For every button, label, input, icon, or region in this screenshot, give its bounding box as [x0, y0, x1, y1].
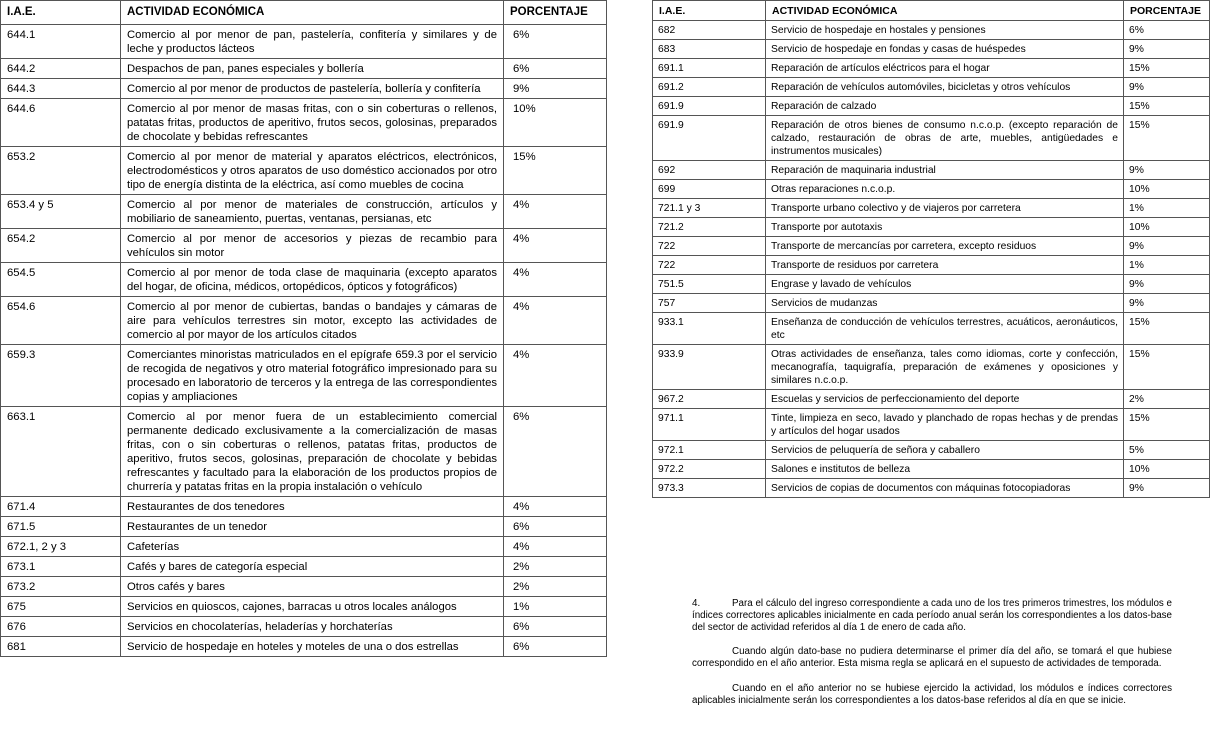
- percent-cell: 9%: [1124, 161, 1210, 180]
- iae-cell: 722: [653, 256, 766, 275]
- table-row: [653, 59, 1210, 78]
- percent-cell: 15%: [1124, 97, 1210, 116]
- iae-cell: 971.1: [653, 409, 766, 441]
- percent-cell: 15%: [1124, 313, 1210, 345]
- iae-cell: 653.2: [1, 147, 121, 195]
- percent-cell: 4%: [504, 229, 607, 263]
- activity-cell: Servicios en chocolaterías, heladerías y horchaterías: [121, 617, 504, 637]
- iae-cell: 673.1: [1, 557, 121, 577]
- table-row: [653, 479, 1210, 498]
- activity-cell: Comercio al por menor fuera de un establecimiento comercial permanente dedicado exclusivamente a la comercialización de masas fritas, con o sin coberturas o rellenos, patatas fritas, productos de aperitivo, frutos secos, golosinas, preparación de chocolate y bebidas refrescantes y facultado para la elaboración de los productos propios de churrería y patatas fritas en la propia instalación o vehículo: [121, 407, 504, 497]
- percent-cell: 4%: [504, 263, 607, 297]
- table-row: [653, 116, 1210, 161]
- percent-cell: 9%: [1124, 78, 1210, 97]
- activity-cell: Comercio al por menor de pan, pastelería, confitería y similares y de leche y productos lácteos: [121, 25, 504, 59]
- table-row: [1, 147, 607, 195]
- table-row: [653, 256, 1210, 275]
- header-activity: ACTIVIDAD ECONÓMICA: [766, 1, 1124, 21]
- note-number: 4.: [692, 598, 701, 609]
- activity-cell: Servicios de peluquería de señora y caballero: [766, 441, 1124, 460]
- activity-cell: Comercio al por menor de masas fritas, con o sin coberturas o rellenos, patatas fritas, productos de aperitivo, frutos secos, golosinas, preparados de chocolate y bebidas refrescantes: [121, 99, 504, 147]
- percent-cell: 9%: [1124, 294, 1210, 313]
- header-percent: PORCENTAJE: [1124, 1, 1210, 21]
- activity-cell: Reparación de calzado: [766, 97, 1124, 116]
- table-row: [1, 25, 607, 59]
- iae-cell: 722: [653, 237, 766, 256]
- iae-cell: 654.2: [1, 229, 121, 263]
- table-row: [653, 313, 1210, 345]
- activity-cell: Servicio de hospedaje en hostales y pensiones: [766, 21, 1124, 40]
- iae-cell: 721.1 y 3: [653, 199, 766, 218]
- table-row: [653, 97, 1210, 116]
- percent-cell: 1%: [1124, 256, 1210, 275]
- table-row: [653, 237, 1210, 256]
- iae-cell: 691.9: [653, 116, 766, 161]
- activity-cell: Escuelas y servicios de perfeccionamiento del deporte: [766, 390, 1124, 409]
- iae-cell: 676: [1, 617, 121, 637]
- iae-cell: 692: [653, 161, 766, 180]
- left-activity-table: [0, 0, 607, 657]
- iae-cell: 681: [1, 637, 121, 657]
- percent-cell: 15%: [1124, 59, 1210, 78]
- percent-cell: 10%: [504, 99, 607, 147]
- table-row: [1, 99, 607, 147]
- table-row: [653, 460, 1210, 479]
- activity-cell: Transporte de residuos por carretera: [766, 256, 1124, 275]
- table-row: [653, 441, 1210, 460]
- percent-cell: 4%: [504, 345, 607, 407]
- activity-cell: Comercio al por menor de accesorios y piezas de recambio para vehículos sin motor: [121, 229, 504, 263]
- percent-cell: 10%: [1124, 460, 1210, 479]
- activity-cell: Servicios de copias de documentos con máquinas fotocopiadoras: [766, 479, 1124, 498]
- percent-cell: 9%: [1124, 237, 1210, 256]
- percent-cell: 15%: [1124, 409, 1210, 441]
- table-row: [1, 637, 607, 657]
- notes-section: [692, 598, 1172, 720]
- percent-cell: 4%: [504, 195, 607, 229]
- table-row: [653, 218, 1210, 237]
- iae-cell: 699: [653, 180, 766, 199]
- percent-cell: 6%: [1124, 21, 1210, 40]
- iae-cell: 644.3: [1, 79, 121, 99]
- table-row: [1, 617, 607, 637]
- percent-cell: 9%: [1124, 40, 1210, 59]
- percent-cell: 1%: [1124, 199, 1210, 218]
- activity-cell: Comercio al por menor de cubiertas, bandas o bandajes y cámaras de aire para vehículos terrestres sin motor, excepto las actividades de comercio al por mayor de los artículos citados: [121, 297, 504, 345]
- percent-cell: 6%: [504, 59, 607, 79]
- activity-cell: Engrase y lavado de vehículos: [766, 275, 1124, 294]
- iae-cell: 644.6: [1, 99, 121, 147]
- table-row: [653, 275, 1210, 294]
- table-row: [1, 79, 607, 99]
- activity-cell: Restaurantes de dos tenedores: [121, 497, 504, 517]
- table-row: [1, 263, 607, 297]
- activity-cell: Reparación de maquinaria industrial: [766, 161, 1124, 180]
- percent-cell: 9%: [504, 79, 607, 99]
- percent-cell: 9%: [1124, 275, 1210, 294]
- iae-cell: 973.3: [653, 479, 766, 498]
- table-row: [1, 229, 607, 263]
- percent-cell: 4%: [504, 497, 607, 517]
- percent-cell: 2%: [504, 577, 607, 597]
- iae-cell: 972.2: [653, 460, 766, 479]
- iae-cell: 672.1, 2 y 3: [1, 537, 121, 557]
- iae-cell: 933.1: [653, 313, 766, 345]
- activity-cell: Servicio de hospedaje en fondas y casas de huéspedes: [766, 40, 1124, 59]
- percent-cell: 5%: [1124, 441, 1210, 460]
- activity-cell: Comercio al por menor de materiales de construcción, artículos y mobiliario de saneamiento, puertas, ventanas, persianas, etc: [121, 195, 504, 229]
- table-row: [1, 297, 607, 345]
- table-row: [653, 294, 1210, 313]
- table-row: [1, 345, 607, 407]
- iae-cell: 683: [653, 40, 766, 59]
- activity-cell: Cafés y bares de categoría especial: [121, 557, 504, 577]
- header-iae: I.A.E.: [653, 1, 766, 21]
- iae-cell: 691.1: [653, 59, 766, 78]
- percent-cell: 2%: [1124, 390, 1210, 409]
- table-row: [653, 180, 1210, 199]
- activity-cell: Reparación de artículos eléctricos para el hogar: [766, 59, 1124, 78]
- activity-cell: Despachos de pan, panes especiales y bollería: [121, 59, 504, 79]
- iae-cell: 967.2: [653, 390, 766, 409]
- iae-cell: 675: [1, 597, 121, 617]
- percent-cell: 15%: [504, 147, 607, 195]
- table-row: [653, 40, 1210, 59]
- header-activity: ACTIVIDAD ECONÓMICA: [121, 1, 504, 25]
- activity-cell: Salones e institutos de belleza: [766, 460, 1124, 479]
- iae-cell: 663.1: [1, 407, 121, 497]
- percent-cell: 10%: [1124, 180, 1210, 199]
- activity-cell: Servicios en quioscos, cajones, barracas u otros locales análogos: [121, 597, 504, 617]
- table-row: [653, 21, 1210, 40]
- percent-cell: 6%: [504, 517, 607, 537]
- activity-cell: Servicios de mudanzas: [766, 294, 1124, 313]
- table-row: [653, 199, 1210, 218]
- iae-cell: 933.9: [653, 345, 766, 390]
- header-percent: PORCENTAJE: [504, 1, 607, 25]
- iae-cell: 972.1: [653, 441, 766, 460]
- table-row: [1, 517, 607, 537]
- activity-cell: Comercio al por menor de material y aparatos eléctricos, electrónicos, electrodomésticos y otros aparatos de uso doméstico accionados por otro tipo de energía distinta de la eléctrica, así como muebles de cocina: [121, 147, 504, 195]
- percent-cell: 9%: [1124, 479, 1210, 498]
- activity-cell: Otros cafés y bares: [121, 577, 504, 597]
- iae-cell: 757: [653, 294, 766, 313]
- percent-cell: 6%: [504, 407, 607, 497]
- iae-cell: 644.2: [1, 59, 121, 79]
- activity-cell: Transporte urbano colectivo y de viajeros por carretera: [766, 199, 1124, 218]
- table-row: [1, 407, 607, 497]
- activity-cell: Reparación de vehículos automóviles, bicicletas y otros vehículos: [766, 78, 1124, 97]
- iae-cell: 691.2: [653, 78, 766, 97]
- table-row: [653, 409, 1210, 441]
- activity-cell: Reparación de otros bienes de consumo n.c.o.p. (excepto reparación de calzado, restauración de obras de arte, muebles, antigüedades e instrumentos musicales): [766, 116, 1124, 161]
- activity-cell: Otras reparaciones n.c.o.p.: [766, 180, 1124, 199]
- activity-cell: Servicio de hospedaje en hoteles y moteles de una o dos estrellas: [121, 637, 504, 657]
- table-header-row: [653, 1, 1210, 21]
- percent-cell: 10%: [1124, 218, 1210, 237]
- table-row: [1, 577, 607, 597]
- table-row: [1, 557, 607, 577]
- note-paragraph-2: Cuando algún dato-base no pudiera determinarse el primer día del año, se tomará el que hubiese correspondido en el año anterior. Esta misma regla se aplicará en el supuesto de actividades de temporada.: [692, 646, 1172, 670]
- table-row: [653, 345, 1210, 390]
- right-activity-table: [652, 0, 1210, 498]
- percent-cell: 15%: [1124, 116, 1210, 161]
- right-table-body: [653, 21, 1210, 498]
- table-row: [1, 497, 607, 517]
- activity-cell: Enseñanza de conducción de vehículos terrestres, acuáticos, aeronáuticos, etc: [766, 313, 1124, 345]
- header-iae: I.A.E.: [1, 1, 121, 25]
- activity-cell: Tinte, limpieza en seco, lavado y planchado de ropas hechas y de prendas y artículos del hogar usados: [766, 409, 1124, 441]
- table-row: [1, 537, 607, 557]
- iae-cell: 654.5: [1, 263, 121, 297]
- left-table-body: [1, 25, 607, 657]
- activity-cell: Restaurantes de un tenedor: [121, 517, 504, 537]
- iae-cell: 644.1: [1, 25, 121, 59]
- percent-cell: 1%: [504, 597, 607, 617]
- activity-cell: Transporte de mercancías por carretera, excepto residuos: [766, 237, 1124, 256]
- percent-cell: 4%: [504, 537, 607, 557]
- iae-cell: 673.2: [1, 577, 121, 597]
- iae-cell: 671.4: [1, 497, 121, 517]
- activity-cell: Otras actividades de enseñanza, tales como idiomas, corte y confección, mecanografía, taquigrafía, preparación de exámenes y oposiciones y similares n.c.o.p.: [766, 345, 1124, 390]
- note-text-1: Para el cálculo del ingreso correspondiente a cada uno de los tres primeros trimestres, los módulos e índices correctores aplicables inicialmente en cada período anual serán los correspondientes a los datos-base del sector de actividad referidos al día 1 de enero de cada año.: [692, 598, 1172, 633]
- iae-cell: 721.2: [653, 218, 766, 237]
- activity-cell: Comercio al por menor de toda clase de maquinaria (excepto aparatos del hogar, de oficina, médicos, ortopédicos, ópticos y fotográficos): [121, 263, 504, 297]
- iae-cell: 682: [653, 21, 766, 40]
- iae-cell: 653.4 y 5: [1, 195, 121, 229]
- iae-cell: 654.6: [1, 297, 121, 345]
- percent-cell: 6%: [504, 637, 607, 657]
- percent-cell: 6%: [504, 617, 607, 637]
- activity-cell: Transporte por autotaxis: [766, 218, 1124, 237]
- note-paragraph-3: Cuando en el año anterior no se hubiese ejercido la actividad, los módulos e índices correctores aplicables inicialmente serán los correspondientes a los datos-base referidos al día en que se inicie.: [692, 682, 1172, 706]
- iae-cell: 691.9: [653, 97, 766, 116]
- table-header-row: [1, 1, 607, 25]
- table-row: [1, 195, 607, 229]
- note-paragraph-1: [692, 598, 1172, 633]
- iae-cell: 671.5: [1, 517, 121, 537]
- percent-cell: 15%: [1124, 345, 1210, 390]
- activity-cell: Cafeterías: [121, 537, 504, 557]
- iae-cell: 659.3: [1, 345, 121, 407]
- iae-cell: 751.5: [653, 275, 766, 294]
- percent-cell: 6%: [504, 25, 607, 59]
- percent-cell: 4%: [504, 297, 607, 345]
- table-row: [1, 59, 607, 79]
- table-row: [653, 390, 1210, 409]
- table-row: [653, 161, 1210, 180]
- percent-cell: 2%: [504, 557, 607, 577]
- table-row: [1, 597, 607, 617]
- activity-cell: Comercio al por menor de productos de pastelería, bollería y confitería: [121, 79, 504, 99]
- table-row: [653, 78, 1210, 97]
- activity-cell: Comerciantes minoristas matriculados en el epígrafe 659.3 por el servicio de recogida de negativos y otro material fotográfico impresionado para su procesado en laboratorio de terceros y la entrega de las correspondientes copias y ampliaciones: [121, 345, 504, 407]
